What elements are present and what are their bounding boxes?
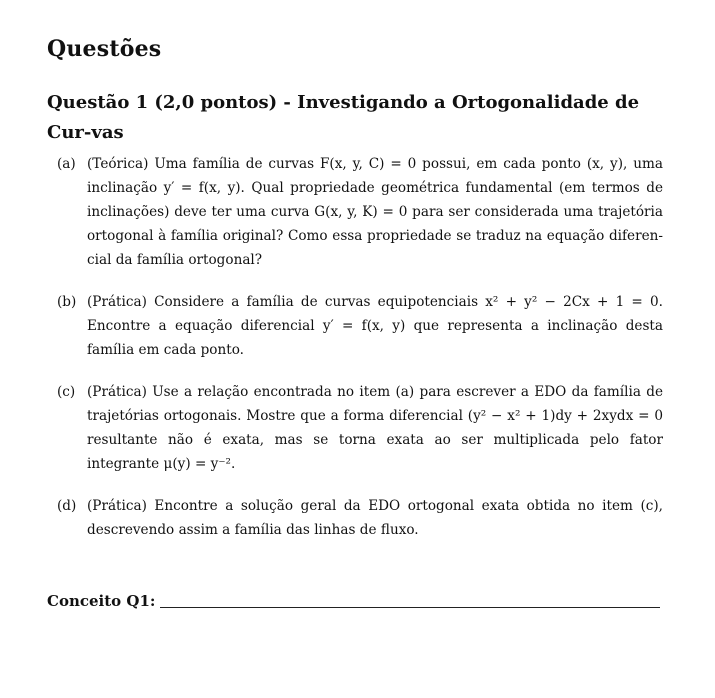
item-label: (c): [57, 384, 76, 400]
item-text: (Prática) Considere a família de curvas equipotenciais x² + y² − 2Cx + 1 = 0. Encontre a equação diferencial y′ = f(x, y) que representa a inclinação desta família em cada ponto.: [87, 294, 663, 358]
item-label: (d): [57, 498, 77, 514]
item-text: (Prática) Use a relação encontrada no item (a) para escrever a EDO da família de trajetórias ortogonais. Mostre que a forma diferencial (y² − x² + 1)dy + 2xydx = 0 resultante não é exata, mas se torna exata ao ser multiplicada pelo fator integrante μ(y) = y⁻².: [87, 384, 663, 472]
item-a: [47, 152, 667, 272]
section-title: Questões: [47, 36, 162, 62]
item-label: (b): [57, 294, 77, 310]
question-title: Questão 1 (2,0 pontos) - Investigando a Ortogonalidade de Cur-vas: [47, 92, 640, 143]
item-d: [47, 494, 667, 542]
item-c: [47, 380, 667, 476]
item-text: (Prática) Encontre a solução geral da EDO ortogonal exata obtida no item (c), descrevendo assim a família das linhas de fluxo.: [87, 498, 663, 538]
answer-line[interactable]: [160, 607, 660, 608]
item-text: (Teórica) Uma família de curvas F(x, y, C) = 0 possui, em cada ponto (x, y), uma inclinação y′ = f(x, y). Qual propriedade geométrica fundamental (em termos de inclinações) deve ter uma curva G(x, y, K) = 0 para ser considerada uma trajetória ortogonal à família original? Como essa propriedade se traduz na equação diferen-cial da família ortogonal?: [87, 156, 663, 268]
item-label: (a): [57, 156, 76, 172]
conceito-label: Conceito Q1:: [47, 592, 156, 610]
item-b: [47, 290, 667, 362]
question-items: [47, 152, 667, 560]
